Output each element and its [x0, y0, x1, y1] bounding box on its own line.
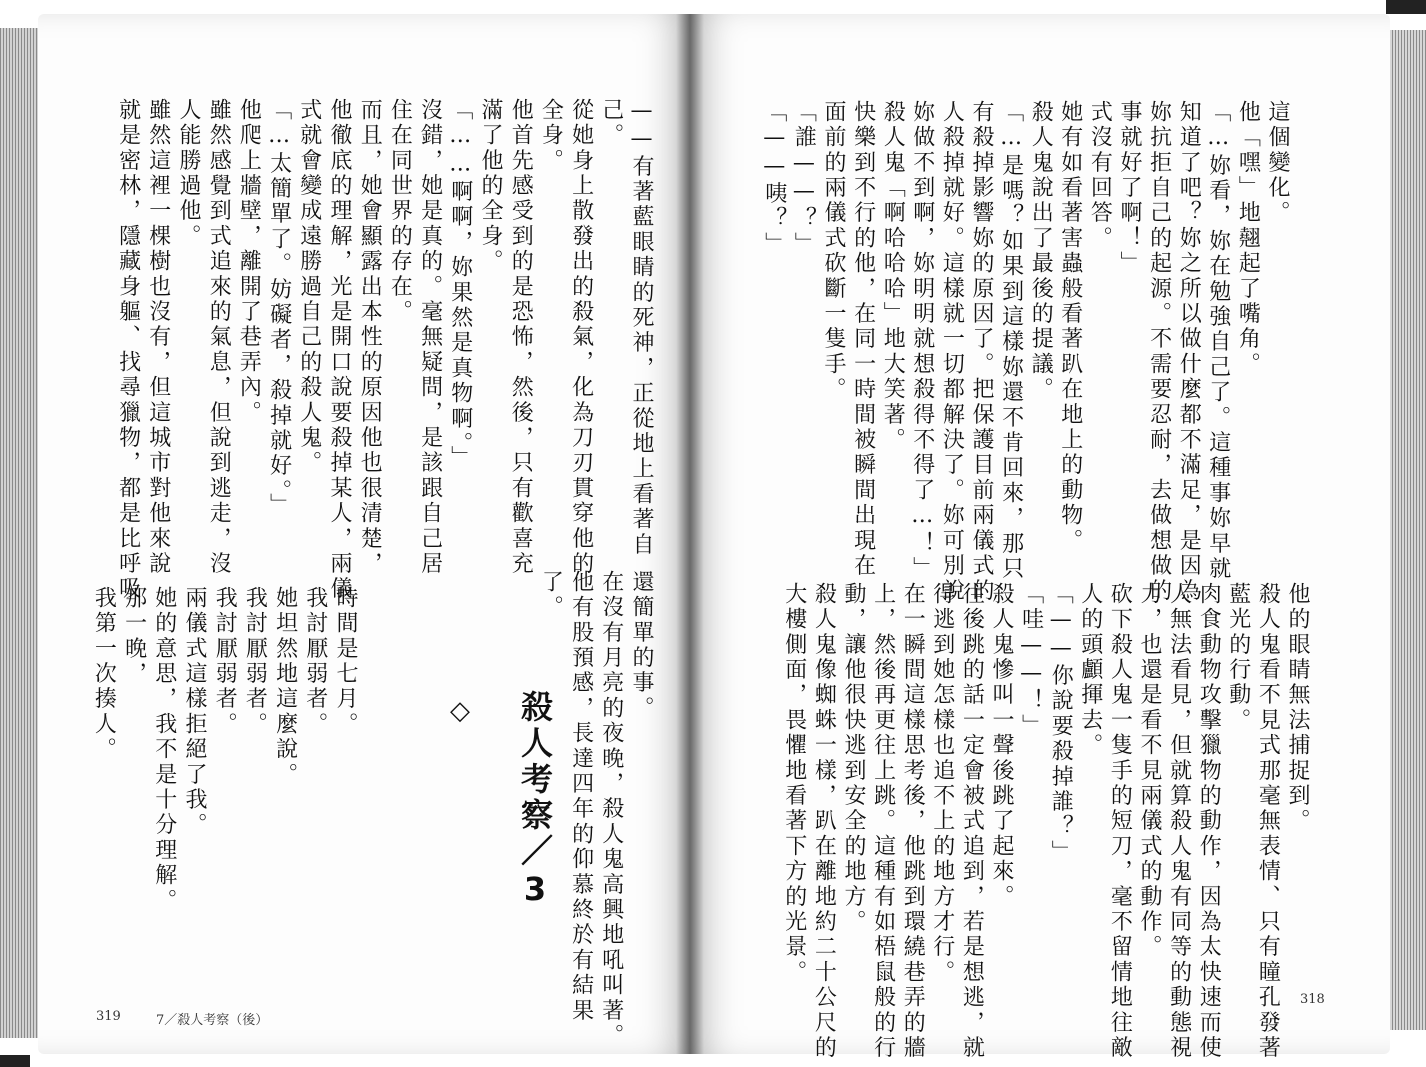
text-column: 「…太簡單了。妨礙者，殺掉就好。」 — [266, 98, 292, 519]
text-column: 殺人鬼「啊哈哈哈」地大笑著。 — [880, 100, 906, 453]
text-column: 她的意思，我不是十分理解。 — [151, 586, 177, 914]
text-column: 了。 — [538, 570, 564, 621]
text-column: 滿了他的全身。 — [478, 98, 503, 275]
book-page-edges-right — [1389, 30, 1426, 1030]
text-column: 「誰——？」 — [791, 100, 817, 258]
text-column: 這個變化。 — [1265, 100, 1290, 226]
text-column: 往後跳的話一定會被式追到，若是想逃，就 — [959, 582, 985, 1061]
text-column: 砍下殺人鬼一隻手的短刀，毫不留情地往敵 — [1107, 582, 1133, 1061]
page-number-left: 319 — [96, 1009, 121, 1024]
text-column: 他徹底的理解，光是開口說要殺掉某人，兩儀 — [327, 98, 352, 602]
text-column: 他有股預感，長達四年的仰慕終於有結果 — [568, 570, 594, 1024]
text-column: 兩儀式這樣拒絕了我。 — [182, 586, 207, 838]
text-column: 還簡單的事。 — [629, 570, 654, 722]
text-column: 人的頭顱揮去。 — [1077, 582, 1103, 759]
text-column: 他爬上牆壁，離開了巷弄內。 — [236, 98, 262, 426]
text-column: 知道了吧？妳之所以做什麼都不滿足，是因為 — [1176, 100, 1202, 604]
text-column: 時間是七月。 — [333, 586, 358, 738]
text-column: 全身。 — [538, 98, 564, 174]
text-column: 力，也還是看不見兩儀式的動作。 — [1137, 582, 1162, 960]
text-column: 他「嘿」地翹起了嘴角。 — [1235, 100, 1261, 378]
text-column: 藍光的行動。 — [1225, 582, 1251, 734]
text-column: 肉食動物攻擊獵物的動作，因為太快速而使 — [1196, 582, 1222, 1061]
chapter-title: 殺人考察／3 — [516, 690, 554, 912]
text-column: 那一晚， — [121, 586, 147, 687]
text-column: 式沒有回答。 — [1087, 100, 1113, 252]
text-column: 動，讓他很快逃到安全的地方。 — [841, 582, 866, 935]
text-column: 「…是嗎？如果到這樣妳還不肯回來，那只 — [998, 100, 1024, 582]
text-column: 式就會變成遠勝過自己的殺人鬼。 — [296, 98, 322, 476]
text-column: 他首先感受到的是恐怖，然後，只有歡喜充 — [508, 98, 534, 577]
text-column: 「——咦？」 — [761, 100, 787, 258]
text-column: 他的眼睛無法捕捉到。 — [1285, 582, 1310, 834]
text-column: 她坦然地這麼說。 — [272, 586, 298, 788]
text-column: 妳抗拒自己的起源。不需要忍耐，去做想做的 — [1146, 100, 1172, 604]
page-number-right: 318 — [1300, 992, 1325, 1007]
text-column: 我第一次揍人。 — [91, 586, 117, 763]
text-column: 在沒有月亮的夜晚，殺人鬼高興地吼叫著。 — [598, 570, 624, 1049]
book-gutter — [676, 14, 704, 1054]
scan-corner — [0, 1055, 30, 1067]
text-column: 我討厭弱者。 — [302, 586, 328, 738]
text-column: 我討厭弱者。 — [242, 586, 268, 738]
text-column: 面前的兩儀式砍斷一隻手。 — [821, 100, 846, 403]
left-page — [38, 14, 690, 1054]
text-column: 事就好了啊！」 — [1117, 100, 1142, 277]
text-column: 「……啊啊，妳果然是真物啊。」 — [447, 98, 473, 471]
text-column: 人無法看見，但就算殺人鬼有同等的動態視 — [1166, 582, 1192, 1061]
text-column: 在一瞬間這樣思考後，他跳到環繞巷弄的牆 — [900, 582, 926, 1061]
text-column: 人殺掉就好。這樣就一切都解決了。妳可別說 — [939, 100, 965, 604]
text-column: 有殺掉影響妳的原因了。把保護目前兩儀式的 — [969, 100, 994, 604]
text-column: 她有如看著害蟲般看著趴在地上的動物。 — [1057, 100, 1083, 554]
text-column: 快樂到不行的他，在同一時間被瞬間出現在 — [850, 100, 876, 579]
text-column: 「——你說要殺掉誰？」 — [1048, 582, 1074, 866]
text-column: 就是密林，隱藏身軀、找尋獵物，都是比呼吸 — [115, 98, 141, 602]
text-column: 大樓側面，畏懼地看著下方的光景。 — [781, 582, 807, 986]
section-diamond: ◇ — [450, 696, 470, 726]
text-column: 殺人鬼像蜘蛛一樣，趴在離地約二十公尺的 — [811, 582, 837, 1061]
text-column: 從她身上散發出的殺氣，化為刀刃貫穿他的 — [568, 98, 594, 577]
text-column: 殺人鬼慘叫一聲後跳了起來。 — [989, 582, 1014, 910]
text-column: 「…妳看，妳在勉強自己了。這種事妳早就 — [1205, 100, 1231, 582]
text-column: 我討厭弱者。 — [212, 586, 238, 738]
text-column: 上，然後再更往上跳。這種有如梧鼠般的行 — [870, 582, 896, 1061]
running-head: 7／殺人考察（後） — [156, 1013, 269, 1028]
scan-corner — [1386, 0, 1426, 14]
right-page — [690, 14, 1390, 1061]
text-column: 殺人鬼說出了最後的提議。 — [1028, 100, 1054, 403]
text-column: 殺人鬼看不見式那毫無表情、只有瞳孔發著 — [1255, 582, 1281, 1061]
text-column: 妳做不到啊，妳明明就想殺得不得了…！」 — [909, 100, 935, 582]
text-column: 己。 — [598, 98, 624, 149]
text-column: 而且，她會顯露出本性的原因他也很清楚， — [357, 98, 383, 577]
text-column: 住在同世界的存在。 — [387, 98, 413, 325]
text-column: ——有著藍眼睛的死神，正從地上看著自 — [629, 98, 654, 558]
text-column: 雖然這裡一棵樹也沒有，但這城市對他來說 — [145, 98, 171, 577]
text-column: 雖然感覺到式追來的氣息，但說到逃走，沒 — [206, 98, 232, 577]
text-column: 沒錯，她是真的。毫無疑問，是該跟自己居 — [417, 98, 443, 577]
book-page-edges-left — [0, 28, 41, 1038]
text-column: 得逃到她怎樣也追不上的地方才行。 — [929, 582, 955, 986]
text-column: 人能勝過他。 — [176, 98, 201, 250]
text-column: 「哇——！」 — [1018, 582, 1044, 740]
